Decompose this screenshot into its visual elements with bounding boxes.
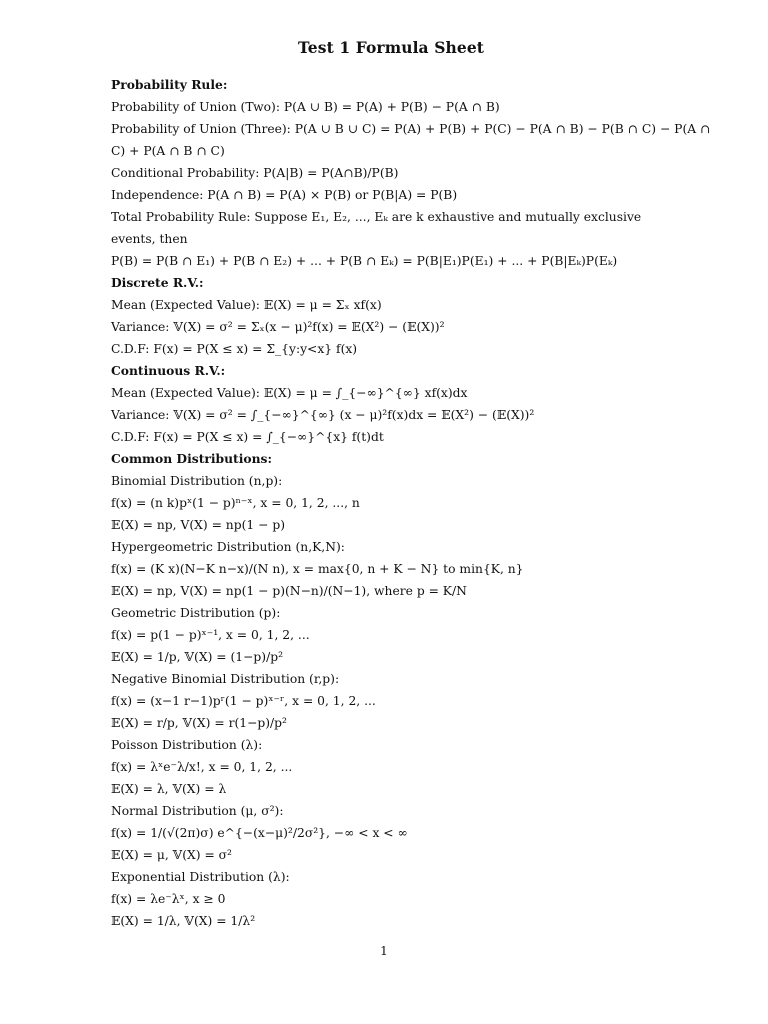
formula-line: f(x) = 1/(√(2π)σ) e^{−(x−μ)²/2σ²}, −∞ < x < ∞ — [111, 826, 408, 840]
formula-line: Probability of Union (Two): P(A ∪ B) = P(A) + P(B) − P(A ∩ B) — [111, 100, 500, 114]
page-title: Test 1 Formula Sheet — [297, 38, 485, 57]
formula-line: Independence: P(A ∩ B) = P(A) × P(B) or P(B|A) = P(B) — [111, 188, 458, 202]
formula-line: Probability of Union (Three): P(A ∪ B ∪ C) = P(A) + P(B) + P(C) − P(A ∩ B) − P(B ∩ C) − P(A ∩ — [111, 122, 711, 136]
section-heading: Continuous R.V.: — [111, 363, 226, 378]
formula-line: Geometric Distribution (p): — [111, 606, 281, 620]
section-continuous-rv — [111, 360, 671, 448]
formula-line: C.D.F: F(x) = P(X ≤ x) = Σ_{y:y<x} f(x) — [111, 342, 358, 356]
section-heading: Discrete R.V.: — [111, 275, 204, 290]
formula-line: 𝔼(X) = r/p, 𝕍(X) = r(1−p)/p² — [111, 716, 287, 730]
formula-line: 𝔼(X) = np, V(X) = np(1 − p)(N−n)/(N−1), where p = K/N — [111, 584, 467, 598]
formula-line: f(x) = (n k)pˣ(1 − p)ⁿ⁻ˣ, x = 0, 1, 2, ..., n — [111, 496, 360, 510]
formula-line: 𝔼(X) = np, V(X) = np(1 − p) — [111, 518, 286, 532]
formula-line: f(x) = λˣe⁻λ/x!, x = 0, 1, 2, ... — [111, 760, 293, 774]
formula-sheet-page — [111, 38, 711, 932]
formula-line: Poisson Distribution (λ): — [111, 738, 263, 752]
formula-line: Mean (Expected Value): 𝔼(X) = μ = ∫_{−∞}^{∞} xf(x)dx — [111, 386, 468, 400]
formula-line: f(x) = p(1 − p)ˣ⁻¹, x = 0, 1, 2, ... — [111, 628, 310, 642]
formula-line: 𝔼(X) = 1/p, 𝕍(X) = (1−p)/p² — [111, 650, 284, 664]
section-discrete-rv — [111, 272, 671, 360]
formula-line: Variance: 𝕍(X) = σ² = Σₓ(x − μ)²f(x) = 𝔼(X²) − (𝔼(X))² — [111, 320, 445, 334]
formula-line: f(x) = (K x)(N−K n−x)/(N n), x = max{0, n + K − N} to min{K, n} — [111, 562, 524, 576]
formula-line: f(x) = (x−1 r−1)pʳ(1 − p)ˣ⁻ʳ, x = 0, 1, 2, ... — [111, 694, 376, 708]
formula-line: 𝔼(X) = 1/λ, 𝕍(X) = 1/λ² — [111, 914, 256, 928]
formula-line: Mean (Expected Value): 𝔼(X) = μ = Σₓ xf(x) — [111, 298, 382, 312]
formula-line: Total Probability Rule: Suppose E₁, E₂, ..., Eₖ are k exhaustive and mutually exclusive events, then — [111, 210, 642, 246]
section-heading: Probability Rule: — [111, 77, 228, 92]
formula-line: C.D.F: F(x) = P(X ≤ x) = ∫_{−∞}^{x} f(t)dt — [111, 430, 384, 444]
section-common-distributions — [111, 448, 671, 932]
section-probability-rule — [111, 74, 711, 272]
formula-line: 𝔼(X) = λ, 𝕍(X) = λ — [111, 782, 227, 796]
formula-line: f(x) = λe⁻λˣ, x ≥ 0 — [111, 892, 226, 906]
formula-line: Hypergeometric Distribution (n,K,N): — [111, 540, 345, 554]
formula-line: Exponential Distribution (λ): — [111, 870, 290, 884]
formula-line: P(B) = P(B ∩ E₁) + P(B ∩ E₂) + ... + P(B ∩ Eₖ) = P(B|E₁)P(E₁) + ... + P(B|Eₖ)P(Eₖ) — [111, 254, 618, 268]
formula-line: Binomial Distribution (n,p): — [111, 474, 283, 488]
formula-line: 𝔼(X) = μ, 𝕍(X) = σ² — [111, 848, 232, 862]
formula-line: Normal Distribution (μ, σ²): — [111, 804, 284, 818]
formula-line: C) + P(A ∩ B ∩ C) — [111, 144, 225, 158]
formula-line: Negative Binomial Distribution (r,p): — [111, 672, 340, 686]
section-heading: Common Distributions: — [111, 451, 273, 466]
formula-line: Variance: 𝕍(X) = σ² = ∫_{−∞}^{∞} (x − μ)²f(x)dx = 𝔼(X²) − (𝔼(X))² — [111, 408, 535, 422]
page-number: 1 — [380, 944, 388, 958]
formula-line: Conditional Probability: P(A|B) = P(A∩B)/P(B) — [111, 166, 399, 180]
